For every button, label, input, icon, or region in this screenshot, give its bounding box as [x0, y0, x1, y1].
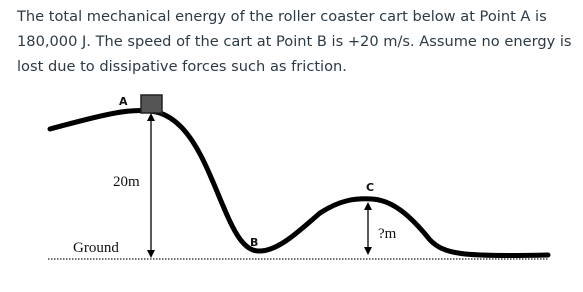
- height-c-label: ?m: [378, 226, 397, 242]
- height-a-arrow: [147, 113, 155, 258]
- height-c-arrow: [364, 202, 372, 255]
- question-text: The total mechanical energy of the roller coaster cart below at Point A is 180,000 J. The speed of the cart at Point B is +20 m/s. Assume no energy is lost due to dissipative forces such as friction.: [17, 8, 572, 75]
- point-b-label: B: [250, 236, 259, 249]
- point-c-label: C: [366, 181, 375, 194]
- ground-label: Ground: [73, 240, 119, 256]
- point-a-label: A: [119, 95, 128, 108]
- height-a-label: 20m: [113, 174, 140, 190]
- cart-icon: [141, 95, 162, 113]
